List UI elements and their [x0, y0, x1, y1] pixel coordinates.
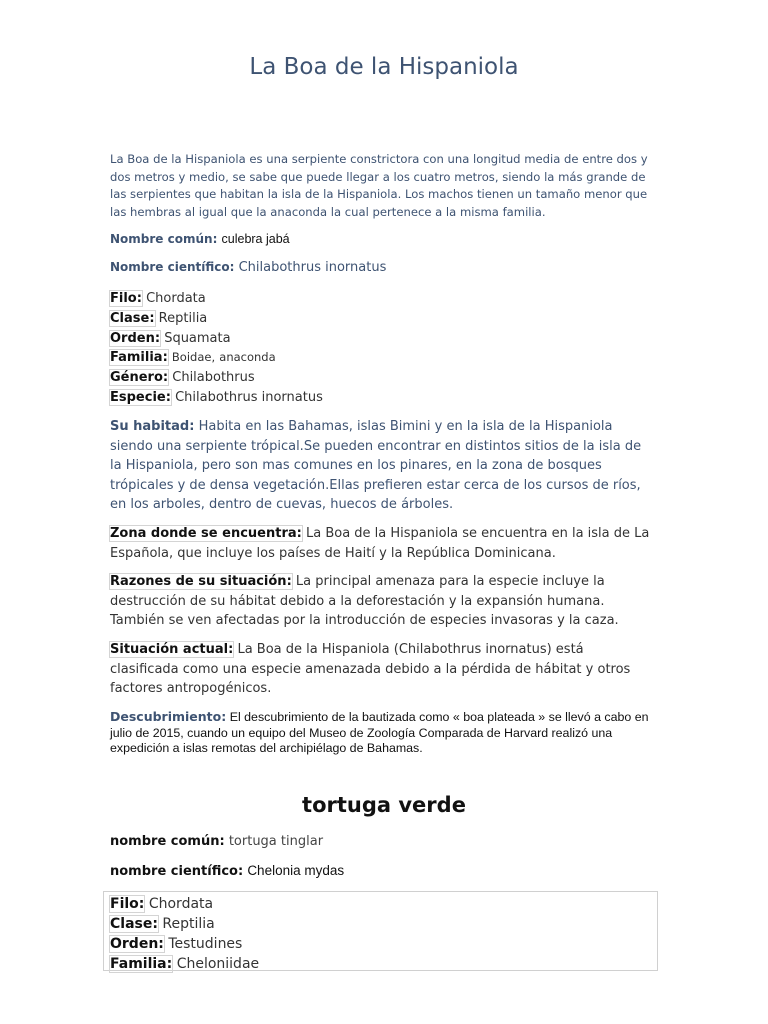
tortuga-common-name-value: tortuga tinglar: [228, 834, 324, 849]
zona-label: Zona donde se encuentra:: [110, 526, 302, 541]
taxonomy-label: Filo:: [110, 291, 142, 306]
taxonomy-row-filo: [110, 289, 323, 309]
habitat-paragraph: [110, 417, 655, 515]
tortuga-taxonomy-box: [103, 891, 658, 971]
taxonomy-label: Orden:: [110, 330, 161, 346]
common-name-label: Nombre común:: [110, 232, 218, 246]
descubrimiento-paragraph: [110, 709, 655, 757]
habitat-label: Su habitad:: [110, 419, 195, 434]
taxonomy-label: Familia:: [110, 956, 173, 972]
common-name-value: culebra jabá: [221, 232, 290, 246]
situacion-paragraph: [110, 640, 655, 699]
tortuga-taxonomy-row-clase: [110, 914, 259, 934]
razones-text: La principal amenaza para la especie incluye la destrucción de su hábitat debido a la deforestación y la expansión humana. También se ven afectadas por la introducción de especies invasoras y la caza.: [110, 574, 619, 628]
taxonomy-row-familia: [110, 348, 323, 368]
boa-intro: La Boa de la Hispaniola es una serpiente constrictora con una longitud media de entre dos y dos metros y medio, se sabe que puede llegar a los cuatro metros, siendo la más grande de las serpientes que habitan la isla de la Hispaniola. Los machos tienen un tamaño menor que las hembras al igual que la anaconda la cual pertenece a la misma familia.: [110, 152, 648, 219]
tortuga-scientific-name-value: Chelonia mydas: [247, 863, 345, 878]
razones-paragraph: [110, 572, 655, 631]
tortuga-scientific-name-label: nombre científico:: [110, 864, 244, 879]
tortuga-taxonomy-row-orden: [110, 934, 259, 954]
boa-common-name-row: [110, 232, 290, 247]
taxonomy-label: Filo:: [110, 896, 145, 912]
situacion-label: Situación actual:: [110, 642, 234, 657]
taxonomy-value: Chilabothrus inornatus: [175, 389, 323, 405]
taxonomy-value: Cheloniidae: [176, 956, 260, 972]
zona-paragraph: [110, 524, 655, 563]
taxonomy-value: Chordata: [146, 291, 206, 306]
taxonomy-value: Reptilia: [158, 310, 208, 326]
boa-title: La Boa de la Hispaniola: [249, 54, 519, 80]
tortuga-scientific-name-row: [110, 863, 344, 879]
taxonomy-row-genero: [110, 368, 323, 388]
boa-scientific-name-row: [110, 260, 386, 275]
tortuga-common-name-row: [110, 834, 323, 849]
taxonomy-row-clase: [110, 309, 323, 329]
tortuga-common-name-label: nombre común:: [110, 834, 225, 849]
taxonomy-label: Clase:: [110, 916, 158, 932]
taxonomy-label: Orden:: [110, 936, 164, 952]
taxonomy-label: Familia:: [110, 350, 168, 366]
taxonomy-extra: anaconda: [219, 350, 276, 365]
habitat-text: Habita en las Bahamas, islas Bimini y en la isla de la Hispaniola siendo una serpiente trópical.Se pueden encontrar en distintos sitios de la isla de la Hispaniola, pero son mas comunes en los pinares, en la zona de bosques trópicales y de densa vegetación.Ellas prefieren estar cerca de los cursos de ríos, en los arboles, dentro de cuevas, huecos de árboles.: [110, 419, 642, 512]
tortuga-taxonomy-row-familia: [110, 954, 259, 974]
situacion-text: La Boa de la Hispaniola (Chilabothrus inornatus) está clasificada como una especie amenazada debido a la pérdida de hábitat y otros factores antropogénicos.: [110, 642, 631, 696]
taxonomy-value: Chordata: [148, 896, 214, 912]
taxonomy-value: Reptilia: [162, 916, 215, 932]
descubrimiento-text: El descubrimiento de la bautizada como « boa plateada » se llevó a cabo en julio de 2015, cuando un equipo del Museo de Zoología Comparada de Harvard realizó una expedición a islas remotas del archipiélago de Bahamas.: [110, 710, 649, 756]
tortuga-taxonomy: [110, 894, 259, 974]
tortuga-taxonomy-row-filo: [110, 894, 259, 914]
taxonomy-row-orden: [110, 329, 323, 349]
scientific-name-label: Nombre científico:: [110, 260, 235, 274]
taxonomy-label: Clase:: [110, 310, 155, 326]
boa-taxonomy: [110, 289, 323, 408]
taxonomy-row-especie: [110, 388, 323, 408]
taxonomy-value: Squamata: [164, 330, 231, 346]
tortuga-title: tortuga verde: [302, 793, 466, 817]
taxonomy-label: Género:: [110, 370, 169, 386]
scientific-name-value: Chilabothrus inornatus: [238, 260, 387, 275]
taxonomy-label: Especie:: [110, 389, 171, 405]
taxonomy-value: Testudines: [168, 936, 243, 952]
razones-label: Razones de su situación:: [110, 574, 292, 589]
taxonomy-value: Boidae,: [171, 350, 216, 365]
descubrimiento-label: Descubrimiento:: [110, 709, 227, 724]
zona-text: La Boa de la Hispaniola se encuentra en la isla de La Española, que incluye los países de Haití y la República Dominicana.: [110, 526, 650, 561]
taxonomy-value: Chilabothrus: [172, 370, 255, 386]
